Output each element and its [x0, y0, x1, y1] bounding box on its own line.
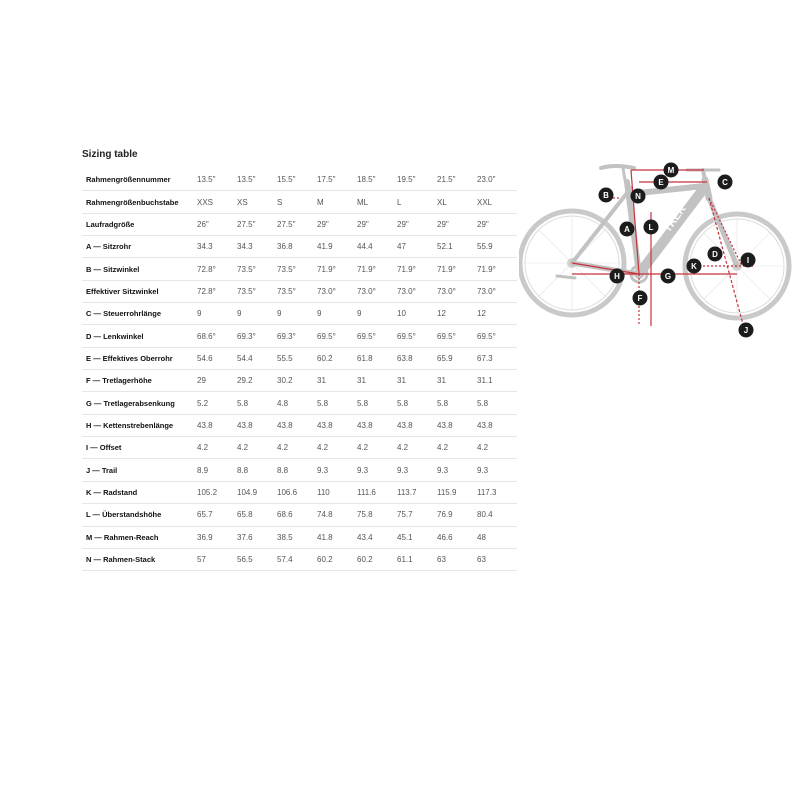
table-cell: 21.5"	[437, 169, 477, 191]
marker-n	[631, 189, 646, 204]
table-cell: 43.8	[437, 414, 477, 436]
marker-f	[633, 291, 648, 306]
table-row	[82, 414, 517, 436]
marker-h	[610, 269, 625, 284]
table-cell: 41.8	[317, 526, 357, 548]
table-cell: 105.2	[197, 481, 237, 503]
table-cell: 41.9	[317, 236, 357, 258]
table-row	[82, 325, 517, 347]
table-row	[82, 258, 517, 280]
table-cell: 56.5	[237, 548, 277, 570]
table-cell: 45.1	[397, 526, 437, 548]
table-cell: 44.4	[357, 236, 397, 258]
row-label: K — Radstand	[82, 481, 197, 503]
table-row	[82, 526, 517, 548]
table-cell: 29"	[317, 213, 357, 235]
table-cell: 4.8	[277, 392, 317, 414]
table-cell: 57.4	[277, 548, 317, 570]
row-label: H — Kettenstrebenlänge	[82, 414, 197, 436]
table-cell: 9	[357, 303, 397, 325]
table-cell: 5.8	[437, 392, 477, 414]
table-cell: 12	[477, 303, 517, 325]
table-cell: 72.8°	[197, 258, 237, 280]
marker-label: F	[637, 294, 643, 303]
table-row	[82, 481, 517, 503]
table-cell: 71.9°	[317, 258, 357, 280]
row-label: D — Lenkwinkel	[82, 325, 197, 347]
table-row	[82, 437, 517, 459]
table-cell: 43.8	[277, 414, 317, 436]
sizing-table-title: Sizing table	[82, 149, 138, 160]
table-row	[82, 213, 517, 235]
marker-d	[708, 247, 723, 262]
table-cell: 69.3°	[277, 325, 317, 347]
table-cell: 12	[437, 303, 477, 325]
table-cell: 111.6	[357, 481, 397, 503]
table-cell: 29"	[397, 213, 437, 235]
table-cell: 73.0°	[317, 280, 357, 302]
table-cell: 29.2	[237, 370, 277, 392]
table-row	[82, 504, 517, 526]
table-cell: 69.5°	[317, 325, 357, 347]
table-cell: 4.2	[317, 437, 357, 459]
table-cell: 69.5°	[357, 325, 397, 347]
table-cell: 73.5°	[237, 280, 277, 302]
table-cell: 4.2	[357, 437, 397, 459]
table-cell: 38.5	[277, 526, 317, 548]
table-cell: 65.7	[197, 504, 237, 526]
table-cell: 104.9	[237, 481, 277, 503]
marker-label: J	[743, 326, 749, 335]
marker-label: K	[691, 262, 697, 271]
table-cell: 71.9°	[397, 258, 437, 280]
table-cell: 71.9°	[437, 258, 477, 280]
table-cell: XXL	[477, 191, 517, 213]
table-row	[82, 191, 517, 213]
table-cell: 31.1	[477, 370, 517, 392]
table-cell: 4.2	[437, 437, 477, 459]
marker-j	[739, 323, 754, 338]
row-label: C — Steuerrohrlänge	[82, 303, 197, 325]
marker-m	[664, 163, 679, 178]
table-cell: 71.9°	[357, 258, 397, 280]
sizing-table	[82, 169, 517, 571]
table-cell: 5.2	[197, 392, 237, 414]
table-cell: 73.0°	[397, 280, 437, 302]
table-cell: 4.2	[477, 437, 517, 459]
row-label: J — Trail	[82, 459, 197, 481]
table-cell: 34.3	[237, 236, 277, 258]
table-cell: 9	[237, 303, 277, 325]
table-cell: 61.8	[357, 347, 397, 369]
table-cell: 48	[477, 526, 517, 548]
table-row	[82, 169, 517, 191]
table-cell: 68.6	[277, 504, 317, 526]
table-cell: 9.3	[437, 459, 477, 481]
table-cell: 5.8	[317, 392, 357, 414]
table-cell: 5.8	[397, 392, 437, 414]
table-cell: 43.4	[357, 526, 397, 548]
table-cell: 55.9	[477, 236, 517, 258]
table-row	[82, 392, 517, 414]
row-label: Rahmengrößennummer	[82, 169, 197, 191]
table-cell: 60.2	[317, 548, 357, 570]
table-cell: 54.6	[197, 347, 237, 369]
table-cell: 43.8	[237, 414, 277, 436]
table-cell: 65.8	[237, 504, 277, 526]
table-cell: 73.5°	[277, 258, 317, 280]
table-cell: ML	[357, 191, 397, 213]
table-cell: 73.5°	[277, 280, 317, 302]
table-cell: 69.5°	[397, 325, 437, 347]
table-cell: S	[277, 191, 317, 213]
table-cell: 43.8	[357, 414, 397, 436]
table-cell: 71.9°	[477, 258, 517, 280]
table-cell: 73.0°	[357, 280, 397, 302]
table-cell: 61.1	[397, 548, 437, 570]
marker-a	[620, 222, 635, 237]
table-cell: 18.5"	[357, 169, 397, 191]
table-cell: 72.8°	[197, 280, 237, 302]
marker-label: C	[722, 178, 728, 187]
table-cell: 23.0"	[477, 169, 517, 191]
table-cell: 37.6	[237, 526, 277, 548]
table-row	[82, 347, 517, 369]
table-cell: 46.6	[437, 526, 477, 548]
table-row	[82, 548, 517, 570]
table-cell: 110	[317, 481, 357, 503]
table-cell: 9.3	[397, 459, 437, 481]
table-cell: 68.6°	[197, 325, 237, 347]
table-cell: 27.5"	[237, 213, 277, 235]
row-label: L — Überstandshöhe	[82, 504, 197, 526]
table-cell: 30.2	[277, 370, 317, 392]
table-cell: 31	[397, 370, 437, 392]
table-cell: 36.9	[197, 526, 237, 548]
table-cell: 4.2	[237, 437, 277, 459]
table-cell: 9	[277, 303, 317, 325]
table-cell: 43.8	[317, 414, 357, 436]
table-cell: 31	[317, 370, 357, 392]
table-cell: 80.4	[477, 504, 517, 526]
marker-label: G	[664, 272, 672, 281]
table-row	[82, 303, 517, 325]
table-cell: 74.8	[317, 504, 357, 526]
brand-logo: TREK	[661, 203, 689, 235]
table-cell: 29"	[437, 213, 477, 235]
table-cell: 13.5"	[197, 169, 237, 191]
table-cell: 4.2	[397, 437, 437, 459]
table-cell: 60.2	[317, 347, 357, 369]
table-cell: 63	[477, 548, 517, 570]
table-cell: 52.1	[437, 236, 477, 258]
marker-l	[644, 220, 659, 235]
table-cell: 19.5"	[397, 169, 437, 191]
table-cell: 75.8	[357, 504, 397, 526]
table-cell: 29	[197, 370, 237, 392]
table-cell: 43.8	[197, 414, 237, 436]
table-cell: 17.5"	[317, 169, 357, 191]
marker-label: H	[614, 272, 620, 281]
row-label: A — Sitzrohr	[82, 236, 197, 258]
table-row	[82, 236, 517, 258]
row-label: N — Rahmen-Stack	[82, 548, 197, 570]
table-cell: 29"	[477, 213, 517, 235]
row-label: Laufradgröße	[82, 213, 197, 235]
table-cell: 5.8	[237, 392, 277, 414]
marker-label: N	[635, 192, 641, 201]
table-cell: 43.8	[397, 414, 437, 436]
table-cell: 13.5"	[237, 169, 277, 191]
table-cell: 9	[317, 303, 357, 325]
marker-label: M	[667, 166, 675, 175]
table-cell: 115.9	[437, 481, 477, 503]
table-cell: 5.8	[477, 392, 517, 414]
table-cell: 69.3°	[237, 325, 277, 347]
table-cell: 73.0°	[477, 280, 517, 302]
table-cell: 55.5	[277, 347, 317, 369]
table-cell: 31	[357, 370, 397, 392]
table-cell: 54.4	[237, 347, 277, 369]
table-cell: 36.8	[277, 236, 317, 258]
table-cell: 26"	[197, 213, 237, 235]
marker-label: D	[712, 250, 718, 259]
marker-label: A	[624, 225, 630, 234]
table-cell: 8.9	[197, 459, 237, 481]
table-cell: 9	[197, 303, 237, 325]
table-cell: 69.5°	[437, 325, 477, 347]
table-cell: 8.8	[277, 459, 317, 481]
marker-g	[661, 269, 676, 284]
table-cell: L	[397, 191, 437, 213]
table-cell: 63.8	[397, 347, 437, 369]
row-label: Effektiver Sitzwinkel	[82, 280, 197, 302]
marker-e	[654, 175, 669, 190]
marker-b	[599, 188, 614, 203]
table-cell: 75.7	[397, 504, 437, 526]
table-cell: 73.0°	[437, 280, 477, 302]
table-cell: 29"	[357, 213, 397, 235]
marker-c	[718, 175, 733, 190]
marker-k	[687, 259, 702, 274]
row-label: G — Tretlagerabsenkung	[82, 392, 197, 414]
table-cell: 65.9	[437, 347, 477, 369]
marker-label: E	[658, 178, 664, 187]
row-label: I — Offset	[82, 437, 197, 459]
table-cell: 113.7	[397, 481, 437, 503]
marker-label: L	[648, 223, 654, 232]
table-cell: M	[317, 191, 357, 213]
table-cell: 47	[397, 236, 437, 258]
row-label: Rahmengrößenbuchstabe	[82, 191, 197, 213]
table-row	[82, 459, 517, 481]
table-row	[82, 370, 517, 392]
table-cell: 9.3	[357, 459, 397, 481]
table-cell: 8.8	[237, 459, 277, 481]
table-row	[82, 280, 517, 302]
row-label: B — Sitzwinkel	[82, 258, 197, 280]
table-cell: 10	[397, 303, 437, 325]
table-cell: 106.6	[277, 481, 317, 503]
table-cell: 27.5"	[277, 213, 317, 235]
row-label: M — Rahmen-Reach	[82, 526, 197, 548]
table-cell: 73.5°	[237, 258, 277, 280]
table-cell: XXS	[197, 191, 237, 213]
table-cell: 9.3	[317, 459, 357, 481]
row-label: E — Effektives Oberrohr	[82, 347, 197, 369]
marker-i	[741, 253, 756, 268]
table-cell: 31	[437, 370, 477, 392]
marker-label: B	[603, 191, 609, 200]
table-cell: 5.8	[357, 392, 397, 414]
bike-geometry-diagram	[519, 158, 799, 340]
row-label: F — Tretlagerhöhe	[82, 370, 197, 392]
table-cell: 43.8	[477, 414, 517, 436]
table-cell: 34.3	[197, 236, 237, 258]
table-cell: 117.3	[477, 481, 517, 503]
table-cell: 63	[437, 548, 477, 570]
table-cell: 69.5°	[477, 325, 517, 347]
table-cell: 9.3	[477, 459, 517, 481]
table-cell: XL	[437, 191, 477, 213]
table-cell: 4.2	[197, 437, 237, 459]
table-cell: 60.2	[357, 548, 397, 570]
table-cell: 57	[197, 548, 237, 570]
table-cell: XS	[237, 191, 277, 213]
marker-label: I	[746, 256, 750, 265]
table-cell: 67.3	[477, 347, 517, 369]
table-cell: 15.5"	[277, 169, 317, 191]
table-cell: 4.2	[277, 437, 317, 459]
table-cell: 76.9	[437, 504, 477, 526]
